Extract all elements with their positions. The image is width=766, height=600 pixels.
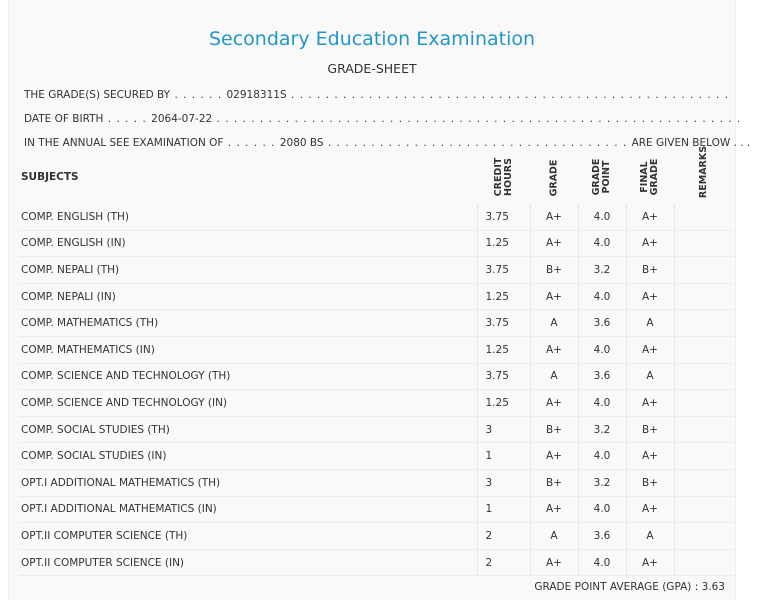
subject-cell: COMP. MATHEMATICS (TH)	[19, 310, 477, 337]
final-grade-cell: A+	[626, 230, 674, 257]
final-grade-label: FINAL GRADE	[639, 158, 660, 196]
subjects-header: SUBJECTS	[21, 171, 79, 183]
subject-cell: OPT.II COMPUTER SCIENCE (IN)	[19, 549, 477, 576]
grade-cell: A	[530, 523, 578, 550]
remarks-cell	[674, 549, 734, 576]
grade-point-cell: 3.2	[578, 416, 626, 443]
final-grade-cell: A	[626, 363, 674, 390]
remarks-cell	[674, 310, 734, 337]
credit-hours-cell: 1	[477, 496, 530, 523]
grade-point-cell: 3.6	[578, 523, 626, 550]
subject-cell: OPT.I ADDITIONAL MATHEMATICS (IN)	[19, 496, 477, 523]
subject-cell: COMP. NEPALI (IN)	[19, 283, 477, 310]
grade-point-cell: 4.0	[578, 283, 626, 310]
grade-point-header	[578, 150, 626, 204]
exam-line: IN THE ANNUAL SEE EXAMINATION OF . . . . . . 2080 BS . . . . . . . . . . . . . . . . . . . . . . . . . . . . . . . . . . . ARE GIVEN BELOW . . .	[24, 137, 751, 149]
credit-hours-label: CREDIT HOURS	[492, 157, 514, 197]
table-row	[19, 204, 734, 230]
grade-point-label: GRADE POINT	[591, 158, 612, 196]
grade-point-cell: 4.0	[578, 549, 626, 576]
credit-hours-cell: 3	[477, 416, 530, 443]
grade-cell: B+	[530, 469, 578, 496]
table-row	[19, 283, 734, 310]
symbol-number: 02918311S	[226, 89, 287, 101]
exam-label: IN THE ANNUAL SEE EXAMINATION OF	[24, 137, 224, 149]
subject-cell: COMP. ENGLISH (IN)	[19, 230, 477, 257]
table-row	[19, 523, 734, 550]
credit-hours-cell: 1.25	[477, 283, 530, 310]
final-grade-cell: A+	[626, 496, 674, 523]
grade-point-cell: 3.6	[578, 310, 626, 337]
final-grade-header	[626, 150, 674, 204]
credit-hours-header	[477, 150, 530, 204]
final-grade-cell: A+	[626, 336, 674, 363]
table-row	[19, 230, 734, 257]
secured-by-line: THE GRADE(S) SECURED BY . . . . . . 02918311S . . . . . . . . . . . . . . . . . . . . . . . . . . . . . . . . . . . . . . . . . . . . . . . . . . .	[24, 89, 730, 101]
remarks-cell	[674, 496, 734, 523]
final-grade-cell: A	[626, 310, 674, 337]
remarks-header: REMARKS	[697, 145, 709, 199]
grade-point-cell: 4.0	[578, 390, 626, 417]
remarks-cell	[674, 416, 734, 443]
dob-label: DATE OF BIRTH	[24, 113, 104, 125]
given-below: ARE GIVEN BELOW . . .	[631, 137, 751, 149]
grade-cell: A+	[530, 390, 578, 417]
credit-hours-cell: 1	[477, 443, 530, 470]
credit-hours-cell: 1.25	[477, 390, 530, 417]
remarks-cell	[674, 230, 734, 257]
grade-cell: A	[530, 363, 578, 390]
grade-cell: A+	[530, 443, 578, 470]
grade-cell: A+	[530, 336, 578, 363]
final-grade-cell: A+	[626, 283, 674, 310]
grade-point-cell: 4.0	[578, 336, 626, 363]
grade-point-cell: 4.0	[578, 443, 626, 470]
table-row	[19, 363, 734, 390]
grade-cell: A+	[530, 204, 578, 230]
page-subtitle: GRADE-SHEET	[327, 61, 417, 76]
credit-hours-cell: 2	[477, 523, 530, 550]
grade-sheet	[8, 0, 751, 600]
credit-hours-cell: 2	[477, 549, 530, 576]
grade-point-cell: 4.0	[578, 496, 626, 523]
credit-hours-cell: 3	[477, 469, 530, 496]
grade-point-cell: 3.2	[578, 257, 626, 284]
grade-point-cell: 3.2	[578, 469, 626, 496]
subject-cell: COMP. NEPALI (TH)	[19, 257, 477, 284]
grade-cell: A+	[530, 496, 578, 523]
gpa-label: GRADE POINT AVERAGE (GPA) :	[534, 581, 699, 593]
subject-cell: COMP. MATHEMATICS (IN)	[19, 336, 477, 363]
subject-cell: COMP. SOCIAL STUDIES (TH)	[19, 416, 477, 443]
final-grade-cell: A+	[626, 443, 674, 470]
final-grade-cell: A	[626, 523, 674, 550]
final-grade-cell: A+	[626, 549, 674, 576]
grade-point-cell: 4.0	[578, 204, 626, 230]
grade-cell: B+	[530, 257, 578, 284]
remarks-cell	[674, 443, 734, 470]
table-row	[19, 416, 734, 443]
credit-hours-cell: 1.25	[477, 230, 530, 257]
final-grade-cell: A+	[626, 204, 674, 230]
credit-hours-cell: 1.25	[477, 336, 530, 363]
grade-cell: A+	[530, 549, 578, 576]
table-row	[19, 469, 734, 496]
remarks-cell	[674, 390, 734, 417]
grade-point-cell: 4.0	[578, 230, 626, 257]
grade-cell: B+	[530, 416, 578, 443]
remarks-cell	[674, 257, 734, 284]
grade-header: GRADE	[548, 159, 559, 197]
credit-hours-cell: 3.75	[477, 204, 530, 230]
subject-cell: COMP. SCIENCE AND TECHNOLOGY (IN)	[19, 390, 477, 417]
table-row	[19, 310, 734, 337]
credit-hours-cell: 3.75	[477, 310, 530, 337]
table-row	[19, 549, 734, 576]
grade-cell: A+	[530, 283, 578, 310]
remarks-cell	[674, 204, 734, 230]
grades-table	[19, 145, 734, 576]
table-header-row	[19, 150, 734, 204]
gpa-summary	[534, 581, 725, 593]
remarks-cell	[674, 363, 734, 390]
table-row	[19, 336, 734, 363]
final-grade-cell: B+	[626, 416, 674, 443]
page-title: Secondary Education Examination	[208, 28, 536, 50]
subject-cell: COMP. SOCIAL STUDIES (IN)	[19, 443, 477, 470]
subject-cell: OPT.I ADDITIONAL MATHEMATICS (TH)	[19, 469, 477, 496]
grade-point-cell: 3.6	[578, 363, 626, 390]
table-row	[19, 257, 734, 284]
secured-by-label: THE GRADE(S) SECURED BY	[24, 89, 171, 101]
final-grade-cell: B+	[626, 469, 674, 496]
dob-line: DATE OF BIRTH . . . . . 2064-07-22 . . . . . . . . . . . . . . . . . . . . . . . . . . . . . . . . . . . . . . . . . . . . . . . . . . . . . . . . . . . . .	[24, 113, 742, 125]
gpa-value: 3.63	[701, 581, 725, 593]
remarks-cell	[674, 283, 734, 310]
subject-cell: COMP. SCIENCE AND TECHNOLOGY (TH)	[19, 363, 477, 390]
subject-cell: COMP. ENGLISH (TH)	[19, 204, 477, 230]
subject-cell: OPT.II COMPUTER SCIENCE (TH)	[19, 523, 477, 550]
remarks-cell	[674, 523, 734, 550]
table-row	[19, 390, 734, 417]
final-grade-cell: A+	[626, 390, 674, 417]
credit-hours-cell: 3.75	[477, 257, 530, 284]
grade-cell: A	[530, 310, 578, 337]
exam-year: 2080 BS	[279, 137, 324, 149]
table-row	[19, 443, 734, 470]
grade-cell: A+	[530, 230, 578, 257]
credit-hours-cell: 3.75	[477, 363, 530, 390]
table-row	[19, 496, 734, 523]
final-grade-cell: B+	[626, 257, 674, 284]
dob-value: 2064-07-22	[151, 113, 213, 125]
remarks-cell	[674, 336, 734, 363]
remarks-cell	[674, 469, 734, 496]
